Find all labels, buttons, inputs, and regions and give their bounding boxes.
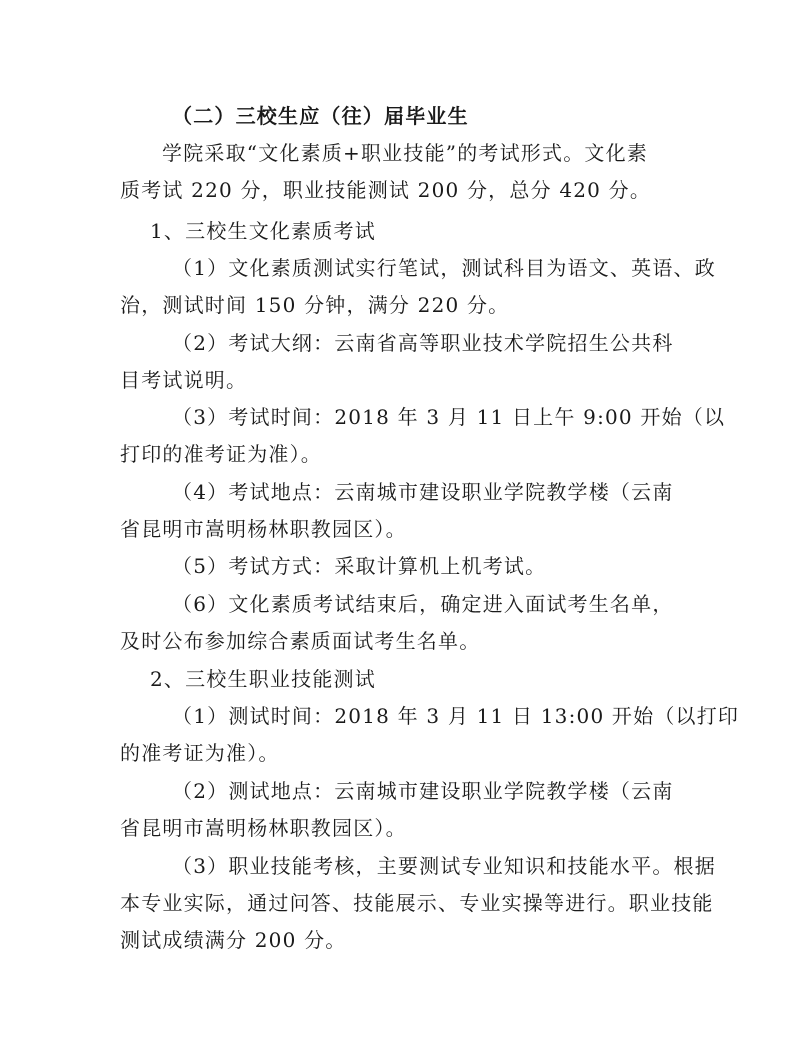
- part1-item6-line2: 及时公布参加综合素质面试考生名单。: [120, 629, 481, 653]
- part1-item3-line1: （3）考试时间：2018 年 3 月 11 日上午 9:00 开始（以: [172, 405, 726, 429]
- part1-heading: 1、三校生文化素质考试: [150, 219, 376, 243]
- part2-heading: 2、三校生职业技能测试: [150, 667, 376, 691]
- part2-item1-line1: （1）测试时间：2018 年 3 月 11 日 13:00 开始（以打印: [172, 704, 740, 728]
- part1-item5-line1: （5）考试方式：采取计算机上机考试。: [172, 554, 547, 578]
- part2-item3-line3: 测试成绩满分 200 分。: [120, 928, 347, 952]
- part1-item4-line1: （4）考试地点：云南城市建设职业学院教学楼（云南: [172, 480, 674, 504]
- part2-item1-line2: 的准考证为准）。: [120, 741, 280, 765]
- part2-item3-line2: 本专业实际，通过问答、技能展示、专业实操等进行。职业技能: [120, 891, 714, 915]
- intro-line-2: 质考试 220 分，职业技能测试 200 分，总分 420 分。: [120, 178, 652, 202]
- intro-line-1: 学院采取“文化素质+职业技能”的考试形式。文化素: [162, 141, 649, 165]
- part2-item2-line2: 省昆明市嵩明杨林职教园区）。: [120, 816, 407, 840]
- part1-item1-line2: 治，测试时间 150 分钟，满分 220 分。: [120, 293, 510, 317]
- part1-item1-line1: （1）文化素质测试实行笔试，测试科目为语文、英语、政: [172, 256, 716, 280]
- part1-item3-line2: 打印的准考证为准）。: [120, 442, 322, 466]
- part1-item2-line2: 目考试说明。: [120, 368, 248, 392]
- section-heading: （二）三校生应（往）届毕业生: [172, 104, 469, 128]
- part1-item6-line1: （6）文化素质考试结束后，确定进入面试考生名单，: [172, 592, 674, 616]
- part1-item4-line2: 省昆明市嵩明杨林职教园区）。: [120, 517, 407, 541]
- part2-item2-line1: （2）测试地点：云南城市建设职业学院教学楼（云南: [172, 779, 674, 803]
- part2-item3-line1: （3）职业技能考核，主要测试专业知识和技能水平。根据: [172, 854, 716, 878]
- part1-item2-line1: （2）考试大纲：云南省高等职业技术学院招生公共科: [172, 331, 674, 355]
